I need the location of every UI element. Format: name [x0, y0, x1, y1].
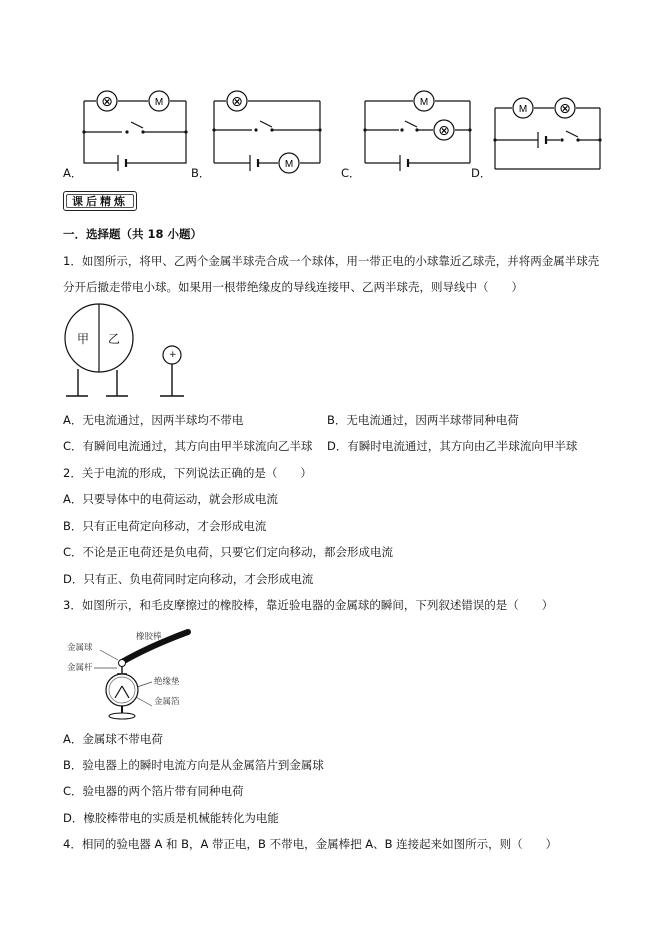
option-label-c: C． [341, 166, 361, 180]
label-insulator: 绝缘垫 [154, 677, 180, 687]
motor-icon: M [518, 104, 528, 115]
label-metal-foil: 金属箔 [154, 697, 180, 707]
q1-option-a: A．无电流通过，因两半球均不带电 [63, 413, 244, 427]
section-title: 一．选择题（共 18 小题） [63, 227, 203, 241]
q1-option-b: B．无电流通过，因两半球带同种电荷 [327, 413, 519, 427]
label-metal-ball: 金属球 [67, 643, 93, 653]
motor-icon: M [284, 159, 294, 170]
option-label-a: A． [63, 166, 83, 180]
label-rubber-rod: 橡胶棒 [136, 632, 162, 642]
circuit-diagram-a [0, 0, 661, 180]
q2-option-d: D．只有正、负电荷同时定向移动，才会形成电流 [63, 572, 314, 586]
q3-stem: 3．如图所示，和毛皮摩擦过的橡胶棒，靠近验电器的金属球的瞬间，下列叙述错误的是（ ） [63, 598, 554, 612]
q2-option-c: C．不论是正电荷还是负电荷，只要它们定向移动，都会形成电流 [63, 545, 394, 559]
q1-ball-sign: + [169, 350, 177, 360]
lamp-icon: ⊗ [438, 123, 450, 139]
q1-stem-line1: 1．如图所示，将甲、乙两个金属半球壳合成一个球体，用一带正电的小球靠近乙球壳，并将两金属半球壳 [63, 254, 600, 268]
lamp-icon: ⊗ [101, 94, 113, 110]
q1-hemisphere-figure [60, 300, 260, 400]
motor-icon: M [154, 97, 164, 108]
q1-label-yi: 乙 [108, 332, 121, 346]
q3-option-b: B．验电器上的瞬时电流方向是从金属箔片到金属球 [63, 758, 324, 772]
option-label-d: D． [471, 166, 492, 180]
label-metal-stem: 金属杆 [67, 663, 93, 673]
q4-stem: 4．相同的验电器 A 和 B，A 带正电，B 不带电，金属棒把 A、B 连接起来如图所示，则（ ） [63, 837, 558, 851]
lamp-icon: ⊗ [559, 101, 571, 117]
q2-option-a: A．只要导体中的电荷运动，就会形成电流 [63, 492, 278, 506]
q2-stem: 2．关于电流的形成，下列说法正确的是（ ） [63, 466, 312, 480]
q2-option-b: B．只有正电荷定向移动，才会形成电流 [63, 519, 267, 533]
q1-label-jia: 甲 [77, 332, 90, 346]
lamp-icon: ⊗ [231, 94, 243, 110]
q1-option-c: C．有瞬间电流通过，其方向由甲半球流向乙半球 [63, 439, 313, 453]
q1-stem-line2: 分开后撤走带电小球。如果用一根带绝缘皮的导线连接甲、乙两半球壳，则导线中（ ） [63, 280, 523, 294]
q3-option-a: A．金属球不带电荷 [63, 732, 163, 746]
q1-option-d: D．有瞬时电流通过，其方向由乙半球流向甲半球 [327, 439, 578, 453]
q3-option-d: D．橡胶棒带电的实质是机械能转化为电能 [63, 811, 279, 825]
motor-icon: M [419, 97, 429, 108]
q3-option-c: C．验电器的两个箔片带有同种电荷 [63, 784, 244, 798]
option-label-b: B． [191, 166, 211, 180]
section-badge: 课后精炼 [63, 191, 137, 211]
